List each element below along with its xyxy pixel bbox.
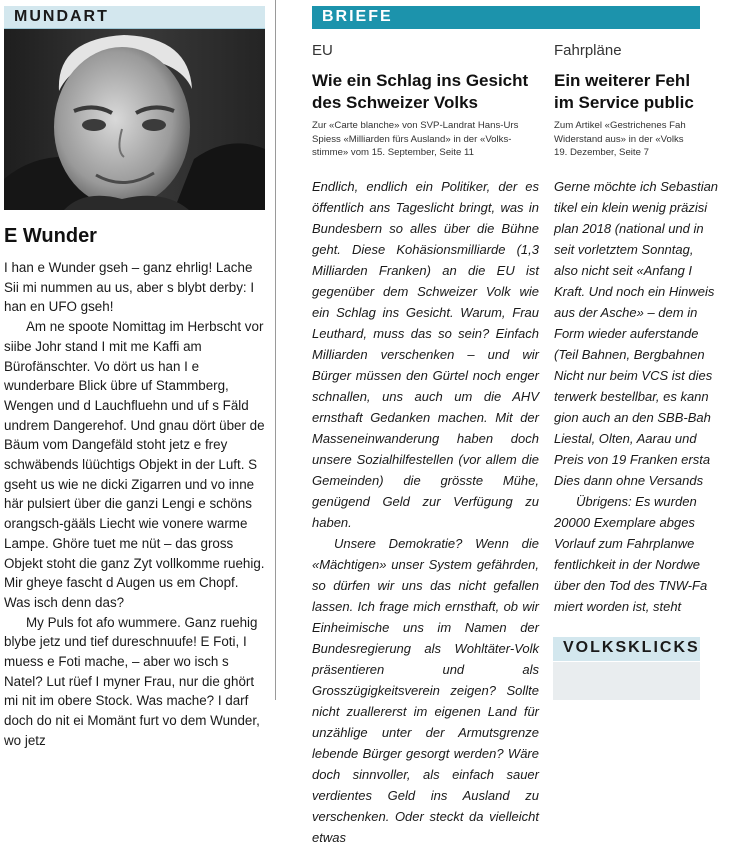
reference-line: 19. Dezember, Seite 7 <box>554 147 649 158</box>
letter-line: fentlichkeit in der Nordwe <box>554 557 700 572</box>
letter-line: also nicht seit «Anfang I <box>554 263 693 278</box>
headline-line: des Schweizer Volks <box>312 93 478 112</box>
headline-line: Ein weiterer Fehl <box>554 71 691 90</box>
mundart-section-label: MUNDART <box>14 8 109 25</box>
volksklicks-image <box>553 662 700 700</box>
article-body <box>4 258 266 751</box>
letter-line: Dies dann ohne Versands <box>554 473 704 488</box>
headline-line: Wie ein Schlag ins Gesicht <box>312 71 529 90</box>
letter-line: aus der Asche» – dem in <box>554 305 698 320</box>
briefe-section-header <box>312 6 700 29</box>
reference-line: stimme» vom 15. September, Seite 11 <box>312 147 474 158</box>
column-divider <box>275 0 276 700</box>
letter-line: Vorlauf zum Fahrplanwe <box>554 536 695 551</box>
volksklicks-section-header <box>553 637 700 661</box>
letter-body <box>554 176 754 617</box>
letter-line: terwerk bestellbar, es kann <box>554 389 709 404</box>
portrait-photo <box>4 29 265 210</box>
letter-line: Übrigens: Es wurden <box>576 494 697 509</box>
letter-line: Kraft. Und noch ein Hinweis <box>554 284 715 299</box>
letter-fahrplaene <box>554 30 719 700</box>
reference-line: Zum Artikel «Gestrichenes Fah <box>554 120 686 131</box>
author-portrait <box>4 29 265 210</box>
volksklicks-section-label: VOLKSKLICKS <box>563 639 700 656</box>
mundart-section-header <box>4 6 265 29</box>
letter-line: Liestal, Olten, Aarau und <box>554 431 697 446</box>
letter-line: 20000 Exemplare abges <box>554 515 695 530</box>
letter-headline <box>312 70 542 114</box>
letter-line: Form wieder auferstande <box>554 326 699 341</box>
letter-line: Nicht nur beim VCS ist dies <box>554 368 713 383</box>
letter-line: Preis von 19 Franken ersta <box>554 452 711 467</box>
article-title: E Wunder <box>4 225 97 247</box>
article-paragraph: I han e Wunder gseh – ganz ehrlig! Lache Sii mi nummen au us, aber s blybt derby: I han en UFO gseh! <box>4 260 255 315</box>
article-paragraph: Am ne spoote Nomittag im Herbscht vor siibe Johr stand I mit me Kaffi am Bürofänschter. Vo dört us han I e wunderbare Blick übre uf Stammberg, Wengen und d Lauchfluehn und uf s Fäld undrem Dangerehof. Und gnau dört über de Bäum vom Dangefäld stoht jetz e frey schwäbends lüüchtigs Objekt in der Luft. S gseht us wie ne dicki Zigarren und vo inne här pulsiert über die ganzi Lengi e schöns orangsch-gääls Liecht wie vonere warme Lampe. Ghöre tuet me nüt – das gross Objekt stoht die ganz Zyt vollkomme ruehig. Mir gheye fascht d Augen us em Chopf. Was isch denn das? <box>4 319 265 610</box>
letter-paragraph <box>554 491 754 617</box>
headline-line: im Service public <box>554 93 694 112</box>
letter-paragraph <box>554 176 754 491</box>
reference-line: Widerstand aus» in der «Volks <box>554 133 684 145</box>
letter-paragraph: Unsere Demokratie? Wenn die «Mächtigen» unser System gefährden, so dürfen wir uns das nicht gefallen lassen. Ich frage mich ernsthaft, ob wir Einheimische uns im Namen der Bundesregierung als Wohltäter-Volk präsentieren und als Grosszügigkeitsverein zeigen? Sollte nicht zuallererst im eigenen Land für unzählige unter der Armutsgrenze lebende Bürger gesorgt werden? Wäre doch sinnvoller, als einfach sauer verdientes Geld ins Ausland zu verschenken. Oder steckt da vielleicht etwas <box>312 536 539 845</box>
reference-line: Spiess «Milliarden fürs Ausland» in der «Volks- <box>312 133 512 145</box>
letter-line: plan 2018 (national und in <box>554 221 704 236</box>
letter-reference <box>312 119 518 160</box>
article-paragraph: My Puls fot afo wummere. Ganz ruehig blybe jetz und tief dureschnuufe! E Foti, I muess e Foti mache, – aber wo isch s Natel? Lut rüef I myner Frau, nur die ghört mi nit im obere Stock. Was mache? I darf doch do nit ei Momänt furt vo dem Wunder, wo jetz <box>4 614 260 748</box>
letter-line: über den Tod des TNW-Fa <box>554 578 708 593</box>
letter-line: gion auch an den SBB-Bah <box>554 410 711 425</box>
letter-rubric: Fahrpläne <box>554 42 622 59</box>
letter-line: (Teil Bahnen, Bergbahnen <box>554 347 705 362</box>
letter-line: tikel ein klein wenig präzisi <box>554 200 708 215</box>
letter-body <box>312 176 539 848</box>
letter-line: seit vorletztem Sonntag, <box>554 242 694 257</box>
letter-line: Gerne möchte ich Sebastian <box>554 179 719 194</box>
letter-line: miert worden ist, steht <box>554 599 682 614</box>
reference-line: Zur «Carte blanche» von SVP-Landrat Hans-Urs <box>312 120 519 131</box>
letter-reference <box>554 119 686 160</box>
letter-paragraph: Endlich, endlich ein Politiker, der es öffentlich ans Tageslicht bringt, was in Bundesbern so alles über die Bühne geht. Diese Kohäsionsmilliarde (1,3 Milliarden Franken) an die EU ist gegenüber dem Schweizer Volk wie ein Schlag ins Gesicht. Warum, Frau Leuthard, muss das so sein? Einfach Milliarden verschenken – und wir Bürger müssen den Gürtel noch enger schnallen, uns auch um die AHV ernsthaft Gedanken machen. Mit der Masseneinwanderung haben doch unsere Sozialhilfestellen (vor allem die Gemeinden) die grösste Mühe, genügend Geld zur Verfügung zu haben. <box>312 179 539 530</box>
briefe-section-label: BRIEFE <box>322 8 393 25</box>
letter-headline <box>554 70 694 114</box>
letter-rubric: EU <box>312 42 333 59</box>
